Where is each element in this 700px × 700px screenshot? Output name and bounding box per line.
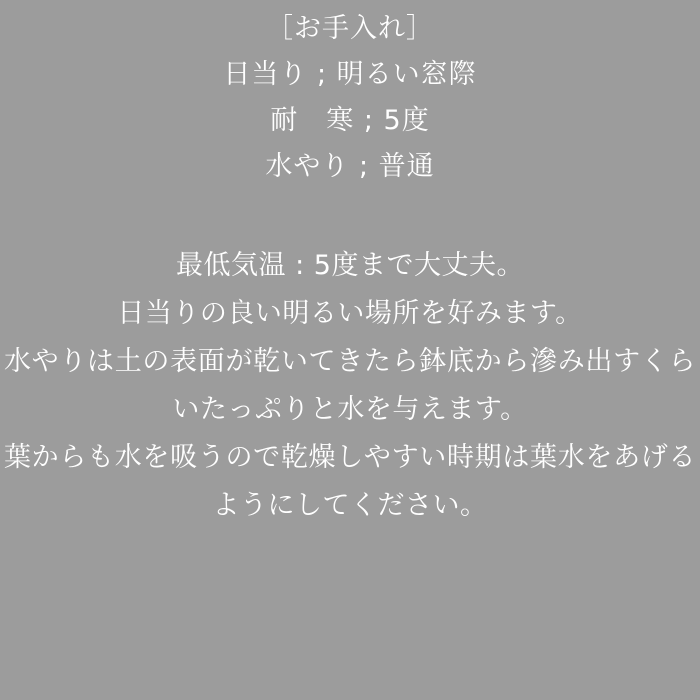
description-section: [0, 242, 700, 530]
care-line-cold-tolerance: 耐 寒 ; 5度: [270, 105, 430, 136]
description-paragraph-temperature: 最低気温 : 5度まで大丈夫。: [176, 250, 524, 281]
care-heading: ［お手入れ］: [266, 13, 434, 44]
description-paragraph-watering: 水やりは土の表面が乾いてきたら鉢底から滲み出すくらいたっぷりと水を与えます。: [4, 346, 696, 425]
description-paragraph-sunlight: 日当りの良い明るい場所を好みます。: [117, 298, 583, 329]
care-line-sunlight: 日当り ; 明るい窓際: [223, 59, 477, 90]
care-section: [0, 6, 700, 190]
description-paragraph-misting: 葉からも水を吸うので乾燥しやすい時期は葉水をあげるようにしてください。: [4, 442, 696, 521]
care-line-watering: 水やり ; 普通: [265, 151, 435, 182]
